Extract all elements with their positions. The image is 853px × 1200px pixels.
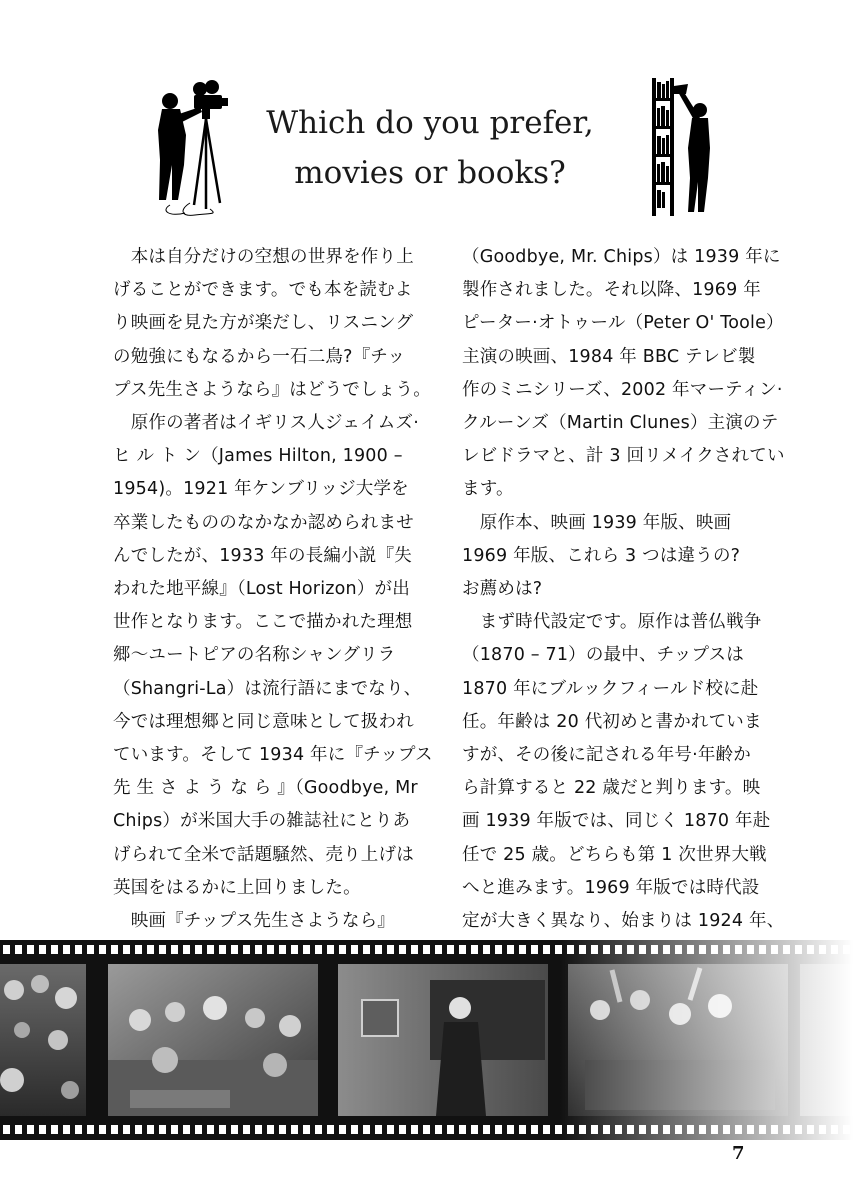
text-line: り映画を見た方が楽だし、リスニング	[113, 313, 414, 334]
text-line: レビドラマと、計 3 回リメイクされてい	[462, 446, 785, 467]
text-line: われた地平線』（Lost Horizon）が出	[113, 579, 410, 600]
left-column	[113, 241, 433, 938]
text-line: 原作本、映画 1939 年版、映画	[462, 512, 732, 533]
text-line: 郷〜ユートピアの名称シャングリラ	[113, 645, 396, 666]
text-line: お薦めは?	[462, 579, 543, 600]
text-line: 作のミニシリーズ、2002 年マーティン·	[462, 379, 783, 400]
text-line: 先 生 さ よ う な ら 』（Goodbye, Mr	[113, 778, 418, 799]
text-line: 任で 25 歳。どちらも第 1 次世界大戦	[462, 844, 767, 865]
text-line: 主演の映画、1984 年 BBC テレビ製	[462, 346, 756, 367]
right-column	[462, 241, 785, 938]
text-line: すが、その後に記される年号·年齢か	[462, 745, 751, 766]
text-line: へと進みます。1969 年版では時代設	[462, 877, 760, 898]
text-line: 卒業したもののなかなか認められませ	[113, 512, 414, 533]
cameraman-silhouette-icon	[150, 75, 235, 220]
text-line: 任。年齢は 20 代初めと書かれていま	[462, 711, 762, 732]
crowd-cheering-photo	[0, 964, 86, 1116]
text-line: ピーター·オトゥール（Peter O' Toole）	[462, 313, 784, 334]
text-line: 英国をはるかに上回りました。	[113, 877, 361, 898]
text-line: Chips）が米国大手の雑誌社にとりあ	[113, 811, 411, 832]
text-line: ます。	[462, 479, 514, 500]
teacher-blackboard-photo	[338, 964, 548, 1116]
text-line: 1870 年にブルックフィールド校に赴	[462, 678, 759, 699]
page-number: 7	[732, 1143, 745, 1164]
title-line-2: movies or books?	[294, 155, 566, 191]
text-line: 今では理想郷と同じ意味として扱われ	[113, 711, 414, 732]
text-line: んでしたが、1933 年の長編小説『失	[113, 545, 412, 566]
text-line: （1870 – 71）の最中、チップスは	[462, 645, 744, 666]
text-line: 画 1939 年版では、同じく 1870 年赴	[462, 811, 771, 832]
text-line: ています。そして 1934 年に『チップス	[113, 745, 433, 766]
classroom-students-photo	[108, 964, 318, 1116]
text-line: 定が大きく異なり、始まりは 1924 年、	[462, 911, 785, 932]
title-line-1: Which do you prefer,	[266, 105, 594, 141]
text-line: まず時代設定です。原作は普仏戦争	[462, 612, 762, 633]
text-line: クルーンズ（Martin Clunes）主演のテ	[462, 413, 779, 434]
filmstrip	[0, 940, 853, 1140]
text-line: ら計算すると 22 歳だと判ります。映	[462, 778, 761, 799]
text-line: 世作となります。ここで描かれた理想	[113, 612, 413, 633]
text-line: ヒ ル ト ン（James Hilton, 1900 –	[113, 446, 403, 467]
text-line: げることができます。でも本を読むよ	[113, 280, 413, 301]
page-title	[240, 98, 620, 198]
text-line: げられて全米で話題騒然、売り上げは	[113, 844, 414, 865]
text-line: 映画『チップス先生さようなら』	[113, 911, 395, 932]
text-line: （Goodbye, Mr. Chips）は 1939 年に	[462, 247, 781, 267]
text-line: 本は自分だけの空想の世界を作り上	[113, 247, 414, 267]
text-line: 1954)。1921 年ケンブリッジ大学を	[113, 479, 409, 500]
bookshelf-reader-silhouette-icon	[648, 78, 718, 218]
text-line: 原作の著者はイギリス人ジェイムズ·	[113, 413, 419, 434]
text-line: の勉強にもなるから一石二鳥?『チッ	[113, 346, 406, 367]
text-line: プス先生さようなら』はどうでしょう。	[113, 379, 431, 400]
text-line: 1969 年版、これら 3 つは違うの?	[462, 545, 741, 566]
text-line: 製作されました。それ以降、1969 年	[462, 280, 761, 301]
text-line: （Shangri-La）は流行語にまでなり、	[113, 678, 422, 699]
